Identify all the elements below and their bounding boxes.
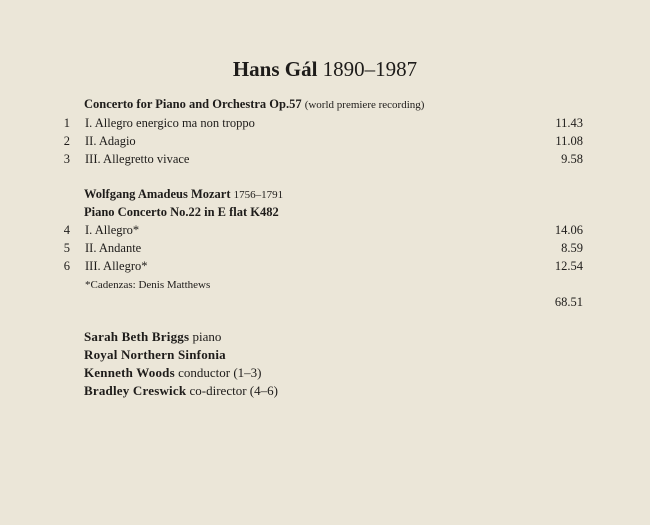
cadenza-footnote: *Cadenzas: Denis Matthews [85,279,211,291]
performer-role: piano [192,329,222,344]
track-number: 4 [63,223,70,237]
track-duration: 8.59 [561,241,583,255]
performer-role: conductor (1–3) [178,365,262,380]
work2-composer: Wolfgang Amadeus Mozart [84,187,231,201]
performer-name: Sarah Beth Briggs [84,329,190,344]
work2-composer-line [84,186,283,203]
track-movement: II. Andante [85,241,142,255]
performer-name: Kenneth Woods [84,365,175,380]
track-row [0,133,650,149]
track-movement: III. Allegro* [85,259,148,273]
track-number: 3 [63,152,70,166]
track-row [0,222,650,238]
track-duration: 11.08 [555,134,583,148]
track-number: 6 [63,259,70,273]
track-row [0,151,650,167]
performer-role: co-director (4–6) [189,383,278,398]
work1-title: Concerto for Piano and Orchestra Op.57 [84,97,302,111]
track-number: 2 [63,134,70,148]
track-duration: 12.54 [554,259,583,273]
page-title [0,56,650,82]
credit-line [84,382,278,400]
credit-line [84,364,262,382]
credit-line [84,328,221,346]
work2-dates: 1756–1791 [233,189,284,201]
track-movement: I. Allegro* [85,223,140,237]
performer-name: Bradley Creswick [84,383,187,398]
work2-title: Piano Concerto No.22 in E flat K482 [84,205,279,219]
composer-dates: 1890–1987 [322,57,418,81]
track-movement: I. Allegro energico ma non troppo [85,116,255,130]
total-duration: 68.51 [554,295,583,309]
track-duration: 14.06 [554,223,583,237]
work1-note: (world premiere recording) [304,99,425,111]
performer-name: Royal Northern Sinfonia [84,347,226,362]
credit-line [84,346,226,364]
total-row [0,294,650,310]
track-movement: III. Allegretto vivace [85,152,190,166]
track-row [0,258,650,274]
track-row [0,115,650,131]
track-movement: II. Adagio [85,134,136,148]
work1-heading [84,96,424,113]
track-duration: 9.58 [561,152,583,166]
composer-name: Hans Gál [232,57,318,81]
track-number: 1 [63,116,70,130]
track-number: 5 [63,241,70,255]
track-row [0,240,650,256]
track-duration: 11.43 [555,116,583,130]
